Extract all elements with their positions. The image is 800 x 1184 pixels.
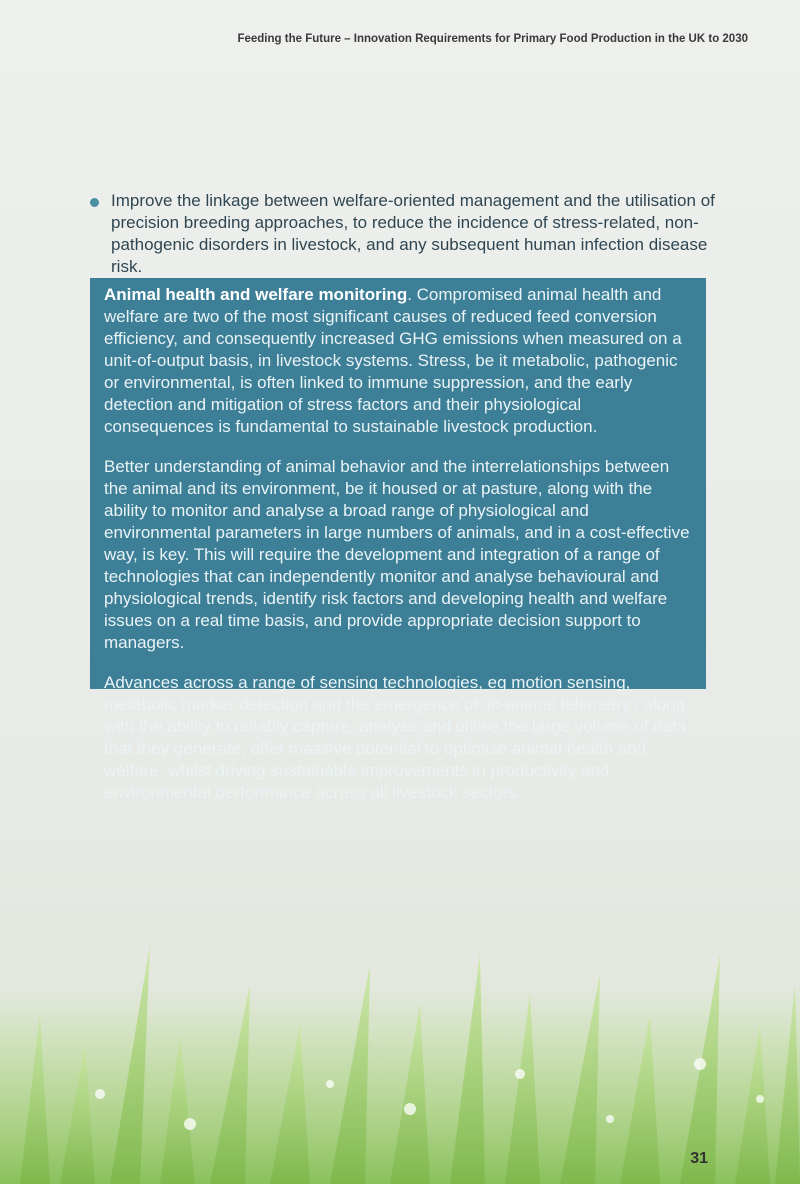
page-number: 31 bbox=[690, 1150, 708, 1167]
callout-paragraph-1-text: . Compromised animal health and welfare are two of the most significant causes of reduced feed conversion efficiency, and consequently increased GHG emissions when measured on a unit-of-output basis, in livestock systems. Stress, be it metabolic, pathogenic or environmental, is often linked to immune suppression, and the early detection and mitigation of stress factors and their physiological consequences is fundamental to sustainable livestock production. bbox=[104, 285, 682, 436]
callout-paragraph-2: Better understanding of animal behavior and the interrelationships between the animal and its environment, be it housed or at pasture, along with the ability to monitor and analyse a broad range of physiological and environmental parameters in large numbers of animals, and in a cost-effective way, is key. This will require the development and integration of a range of technologies that can independently monitor and analyse behavioural and physiological trends, identify risk factors and developing health and welfare issues on a real time basis, and provide appropriate decision support to managers. bbox=[104, 457, 690, 652]
bullet-text: Improve the linkage between welfare-oriented management and the utilisation of precision breeding approaches, to reduce the incidence of stress-related, non-pathogenic disorders in livestock, and any subsequent human infection disease risk. bbox=[111, 191, 715, 276]
callout-box bbox=[90, 278, 706, 802]
callout-lead-heading: Animal health and welfare monitoring bbox=[104, 285, 408, 304]
callout-paragraph-3: Advances across a range of sensing technologies, eg motion sensing, metabolic marker detection and the emergence of ‘in-animal telemetry’, along with the ability to reliably capture, analyse and utilise the large volume of data that they generate, offer massive potential to optimise animal health and welfare, whilst driving sustainable improvements in productivity and environmental performance across all livestock sectors. bbox=[104, 673, 687, 802]
running-header: Feeding the Future – Innovation Requirements for Primary Food Production in the UK to 2030 bbox=[237, 33, 748, 45]
bullet-list-item bbox=[90, 190, 720, 278]
callout-paragraph-1 bbox=[104, 284, 706, 438]
bullet-dot-icon bbox=[90, 198, 99, 207]
grass-illustration bbox=[0, 924, 800, 1184]
